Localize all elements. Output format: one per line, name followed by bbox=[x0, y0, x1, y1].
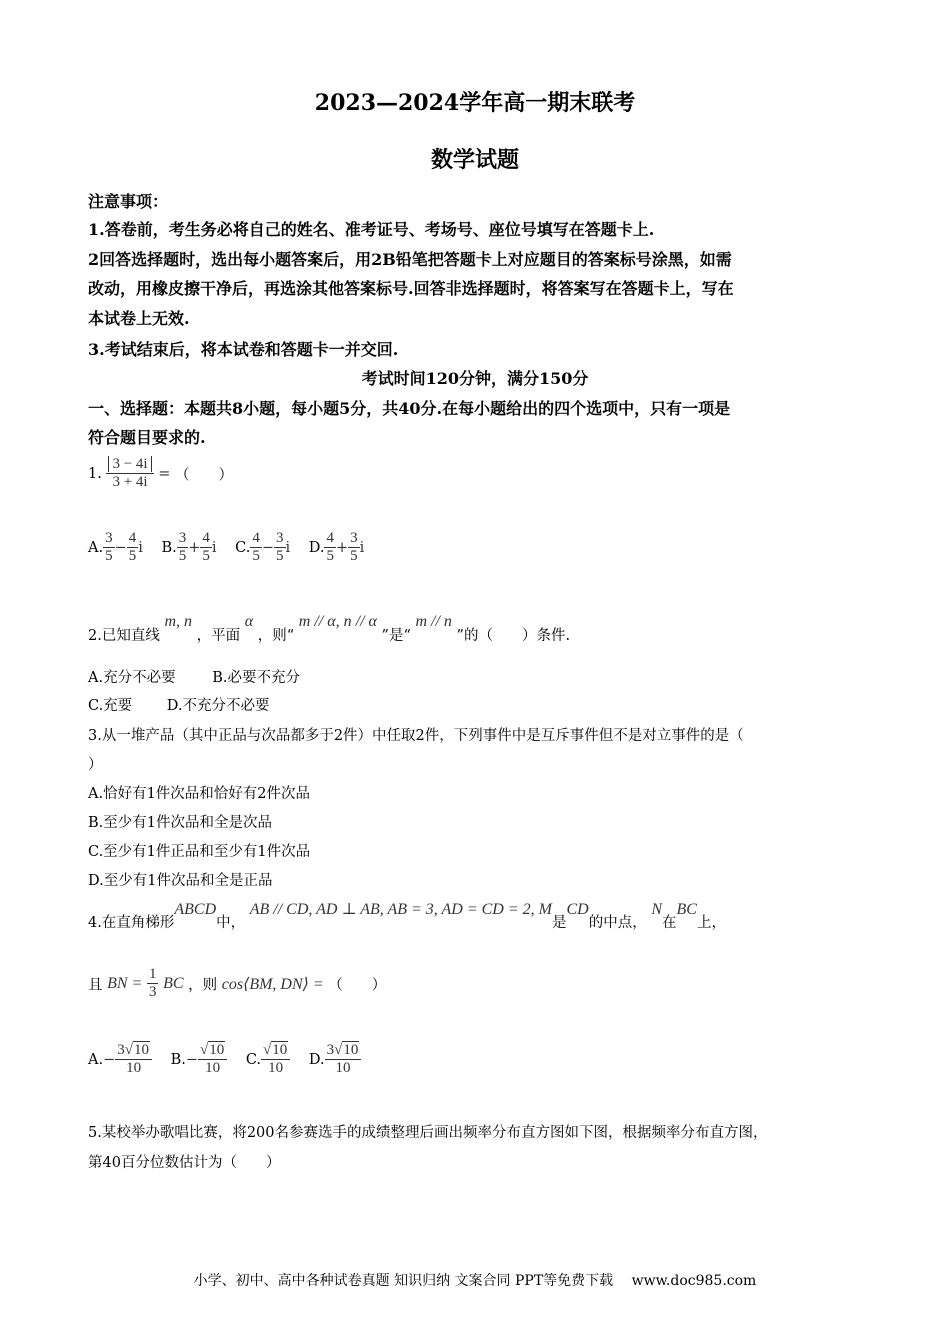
notice-item-2-line-1: 2回答选择题时，选出每小题答案后，用2B铅笔把答题卡上对应题目的答案标号涂黑，如需 bbox=[88, 250, 732, 269]
q1-option-a[interactable]: A. $\frac{3}{5}$ − $\frac{4}{5}$ i bbox=[88, 530, 143, 565]
q2-option-b[interactable]: B.必要不充分 bbox=[212, 670, 300, 686]
q2-math-conclusion: m // n bbox=[415, 613, 452, 630]
q3-option-d[interactable]: D.至少有1件次品和全是正品 bbox=[88, 873, 273, 889]
notice-heading: 注意事项： bbox=[88, 192, 169, 211]
question-4-options bbox=[88, 1042, 375, 1078]
question-3-line-1: 3.从一堆产品（其中正品与次品都多于2件）中任取2件，下列事件中是互斥事件但不是对立事件的是（ bbox=[88, 728, 744, 744]
question-1-denominator: 3 + 4i bbox=[112, 474, 148, 491]
question-3-line-2: ） bbox=[88, 757, 103, 773]
q1-option-d[interactable]: D. $\frac{4}{5}$ + $\frac{3}{5}$ i bbox=[308, 530, 365, 565]
question-1-numerator: 3 − 4i bbox=[108, 456, 151, 472]
q1-option-b[interactable]: B. $\frac{3}{5}$ + $\frac{4}{5}$ i bbox=[161, 530, 217, 565]
question-1-paren: （ ） bbox=[174, 467, 233, 484]
q4-option-a[interactable]: A.− $\frac{3√10}{10}$ bbox=[88, 1042, 152, 1078]
question-2-options-row-1 bbox=[88, 666, 300, 687]
q2-option-a[interactable]: A.充分不必要 bbox=[88, 670, 176, 686]
q2-math-condition: m // α, n // α bbox=[298, 613, 377, 630]
question-1 bbox=[88, 456, 233, 492]
q3-option-b[interactable]: B.至少有1件次品和全是次品 bbox=[88, 815, 272, 831]
question-2: 2.已知直线 m, n ，平面 α ，则“ m // α, n // α ”是“ m // n ”的（ ）条件. bbox=[88, 613, 571, 644]
question-5-line-2: 第40百分位数估计为（ ） bbox=[88, 1155, 281, 1171]
notice-item-3: 3.考试结束后，将本试卷和答题卡一并交回. bbox=[88, 340, 399, 359]
question-4-line-1: 4.在直角梯形ABCD中， AB // CD, AD ⊥ AB, AB = 3, AD = CD = 2, M是CD的中点， N在BC上， bbox=[88, 901, 726, 931]
exam-subtitle: 数学试题 bbox=[430, 147, 519, 173]
notice-item-1: 1.答卷前，考生务必将自己的姓名、准考证号、考场号、座位号填写在答题卡上. bbox=[88, 220, 655, 239]
question-4-paren: （ ） bbox=[328, 977, 387, 994]
section-1-heading-line-1: 一、选择题：本题共8小题，每小题5分，共40分.在每小题给出的四个选项中，只有一项是 bbox=[88, 399, 731, 418]
q4-math-conditions: AB // CD, AD ⊥ AB, AB = 3, AD = CD = 2, M bbox=[249, 901, 552, 918]
question-1-options bbox=[88, 530, 378, 566]
q1-option-c[interactable]: C. $\frac{4}{5}$ − $\frac{3}{5}$ i bbox=[235, 530, 291, 565]
q3-option-a[interactable]: A.恰好有1件次品和恰好有2件次品 bbox=[88, 786, 311, 802]
question-1-fraction bbox=[106, 456, 153, 492]
q4-option-c[interactable]: C. $\frac{√10}{10}$ bbox=[246, 1042, 290, 1078]
q4-math-cosine: cos⟨BM, DN⟩ = bbox=[221, 975, 324, 993]
q4-option-d[interactable]: D. $\frac{3√10}{10}$ bbox=[309, 1042, 361, 1078]
question-1-equals: = bbox=[158, 465, 171, 482]
question-2-options-row-2 bbox=[88, 694, 270, 715]
q2-math-lines: m, n bbox=[164, 613, 193, 630]
notice-item-2-line-2: 改动，用橡皮擦干净后，再选涂其他答案标号.回答非选择题时，将答案写在答题卡上，写在 bbox=[88, 279, 734, 298]
exam-title: 2023—2024学年高一期末联考 bbox=[314, 90, 636, 116]
q2-option-d[interactable]: D.不充分不必要 bbox=[166, 698, 270, 714]
question-4-line-2: 且 BN = $\frac{1}{3}$ BC ，则 cos⟨BM, DN⟩ = （ ） bbox=[88, 966, 387, 1001]
page-footer: 小学、初中、高中各种试卷真题 知识归纳 文案合同 PPT等免费下载 www.doc985.com bbox=[193, 1273, 757, 1289]
notice-item-2-line-3: 本试卷上无效. bbox=[88, 309, 190, 328]
question-1-number: 1. bbox=[88, 465, 102, 482]
q2-option-c[interactable]: C.充要 bbox=[88, 698, 133, 714]
section-1-heading-line-2: 符合题目要求的. bbox=[88, 428, 206, 447]
q4-option-b[interactable]: B.− $\frac{√10}{10}$ bbox=[171, 1042, 228, 1078]
exam-time: 考试时间120分钟，满分150分 bbox=[361, 369, 589, 388]
q3-option-c[interactable]: C.至少有1件正品和至少有1件次品 bbox=[88, 844, 311, 860]
q2-math-plane: α bbox=[244, 613, 254, 630]
question-5-line-1: 5.某校举办歌唱比赛，将200名参赛选手的成绩整理后画出频率分布直方图如下图，根据频率分布直方图， bbox=[88, 1125, 768, 1141]
